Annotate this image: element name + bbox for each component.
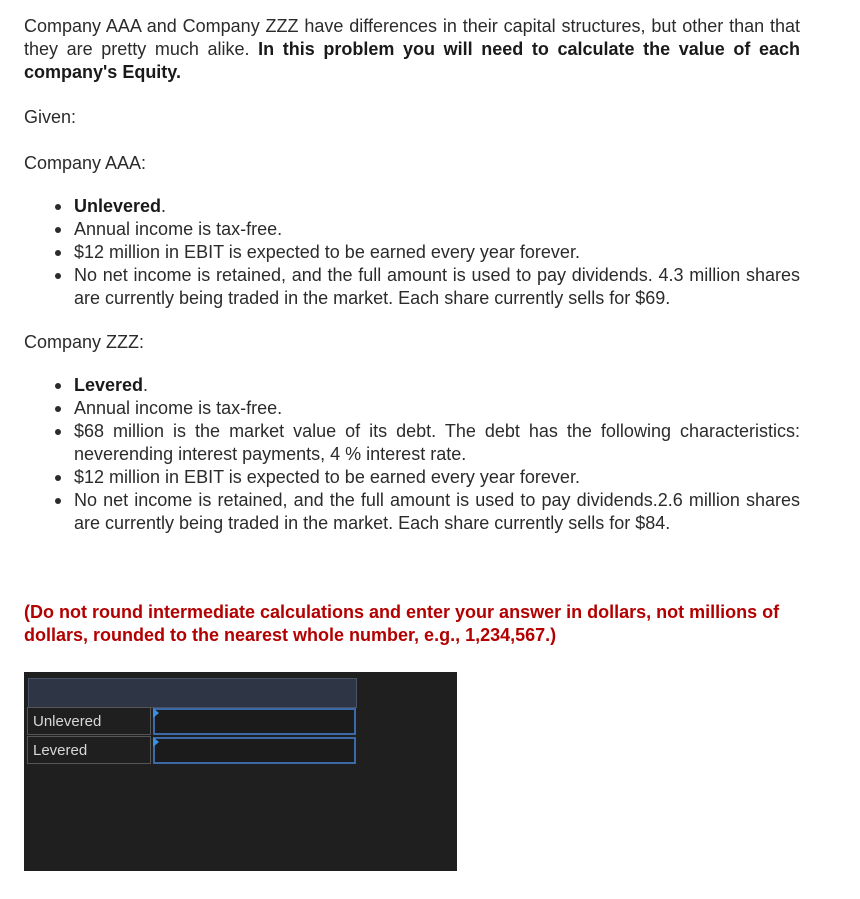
answer-table <box>24 672 457 871</box>
bullet-text: No net income is retained, and the full amount is used to pay dividends.2.6 million shares are currently being traded in the market. Each share currently sells for $84. <box>74 490 800 533</box>
company-zzz-list <box>24 374 800 535</box>
bullet-text: . <box>161 196 167 216</box>
table-row <box>27 736 356 764</box>
bullet-text: . <box>143 375 149 395</box>
list-item <box>74 489 800 535</box>
bullet-bold-text: Levered <box>74 375 144 395</box>
row-label-levered: Levered <box>27 736 151 764</box>
list-item <box>74 420 800 466</box>
list-item <box>74 397 800 420</box>
problem-content <box>24 15 800 647</box>
unlevered-equity-input[interactable] <box>153 708 356 735</box>
bullet-bold-text: Unlevered <box>74 196 162 216</box>
list-item <box>74 374 800 397</box>
intro-text: Company AAA and Company ZZZ have differences in their capital structures, but other than that they are pretty much alike. <box>24 16 800 59</box>
company-aaa-list <box>24 195 800 310</box>
list-item <box>74 264 800 310</box>
answer-table-header <box>28 678 357 708</box>
list-item <box>74 241 800 264</box>
intro-bold-text: In this problem you will need to calculate the value of each company's Equity. <box>24 39 800 82</box>
company-aaa-heading: Company AAA: <box>24 153 147 173</box>
list-item <box>74 466 800 489</box>
table-row <box>27 707 356 735</box>
bullet-text: No net income is retained, and the full amount is used to pay dividends. 4.3 million shares are currently being traded in the market. Each share currently sells for $69. <box>74 265 800 308</box>
answer-instruction: (Do not round intermediate calculations and enter your answer in dollars, not millions of dollars, rounded to the nearest whole number, e.g., 1,234,567.) <box>24 602 780 645</box>
bullet-text: $12 million in EBIT is expected to be earned every year forever. <box>74 467 580 487</box>
company-zzz-heading: Company ZZZ: <box>24 332 145 352</box>
intro-paragraph <box>24 15 800 84</box>
list-item <box>74 218 800 241</box>
bullet-text: Annual income is tax-free. <box>74 398 283 418</box>
bullet-text: Annual income is tax-free. <box>74 219 283 239</box>
bullet-text: $12 million in EBIT is expected to be earned every year forever. <box>74 242 580 262</box>
given-label: Given: <box>24 107 77 127</box>
list-item <box>74 195 800 218</box>
row-label-unlevered: Unlevered <box>27 707 151 735</box>
levered-equity-input[interactable] <box>153 737 356 764</box>
bullet-text: $68 million is the market value of its debt. The debt has the following characteristics: neverending interest payments, 4 % interest rate. <box>74 421 800 464</box>
